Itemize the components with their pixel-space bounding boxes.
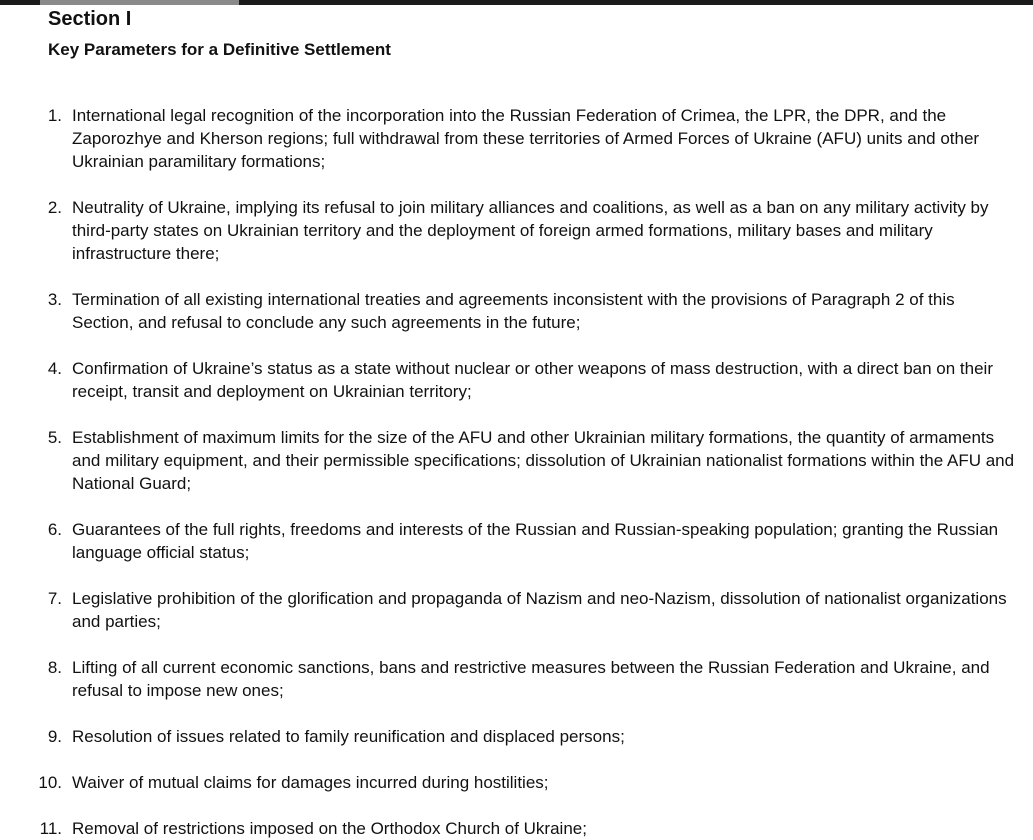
list-item [0,288,1033,334]
section-title: Section I [48,8,132,30]
list-item [0,426,1033,495]
list-item-number: 9. [47,727,62,746]
list-item-text: International legal recognition of the incorporation into the Russian Federation of Crimea, the LPR, the DPR, and the Zaporozhye and Kherson regions; full withdrawal from these territories of Armed Forces of Ukraine (AFU) units and other Ukrainian paramilitary formations; [72,106,980,171]
list-item [0,817,1033,840]
list-item [0,196,1033,265]
list-item-text: Waiver of mutual claims for damages incurred during hostilities; [72,773,549,792]
list-item-text: Guarantees of the full rights, freedoms and interests of the Russian and Russian-speaking population; granting the Russian language official status; [72,520,999,562]
settlement-parameters-list [0,104,1033,840]
list-item-number: 1. [47,106,62,125]
list-item-text: Neutrality of Ukraine, implying its refusal to join military alliances and coalitions, as well as a ban on any military activity by third-party states on Ukrainian territory and the deployment of foreign armed formations, military bases and military infrastructure there; [72,198,989,263]
list-item [0,104,1033,173]
list-item-text: Removal of restrictions imposed on the Orthodox Church of Ukraine; [72,819,587,838]
list-item-text: Legislative prohibition of the glorification and propaganda of Nazism and neo-Nazism, dissolution of nationalist organizations and parties; [72,589,1007,631]
list-item-text: Confirmation of Ukraine’s status as a state without nuclear or other weapons of mass destruction, with a direct ban on their receipt, transit and deployment on Ukrainian territory; [72,359,993,401]
list-item [0,587,1033,633]
list-item-text: Termination of all existing international treaties and agreements inconsistent with the provisions of Paragraph 2 of this Section, and refusal to conclude any such agreements in the future; [72,290,955,332]
list-item-text: Establishment of maximum limits for the size of the AFU and other Ukrainian military formations, the quantity of armaments and military equipment, and their permissible specifications; dissolution of Ukrainian nationalist formations within the AFU and National Guard; [72,428,1015,493]
list-item-text: Lifting of all current economic sanctions, bans and restrictive measures between the Russian Federation and Ukraine, and refusal to impose new ones; [72,658,990,700]
list-item-number: 2. [47,198,62,217]
list-item-number: 8. [47,658,62,677]
list-item [0,357,1033,403]
list-item-number: 4. [47,359,62,378]
list-item-number: 7. [47,589,62,608]
list-item-number: 5. [47,428,62,447]
list-item-text: Resolution of issues related to family reunification and displaced persons; [72,727,625,746]
list-item [0,656,1033,702]
section-subtitle: Key Parameters for a Definitive Settlement [48,40,391,59]
list-item-number: 6. [47,520,62,539]
top-progress-bar [0,0,1033,5]
list-item-number: 3. [47,290,62,309]
list-item [0,725,1033,748]
list-item-number: 11. [39,819,62,838]
list-item-number: 10. [38,773,62,792]
list-item [0,771,1033,794]
list-item [0,518,1033,564]
top-progress-thumb [40,0,239,5]
